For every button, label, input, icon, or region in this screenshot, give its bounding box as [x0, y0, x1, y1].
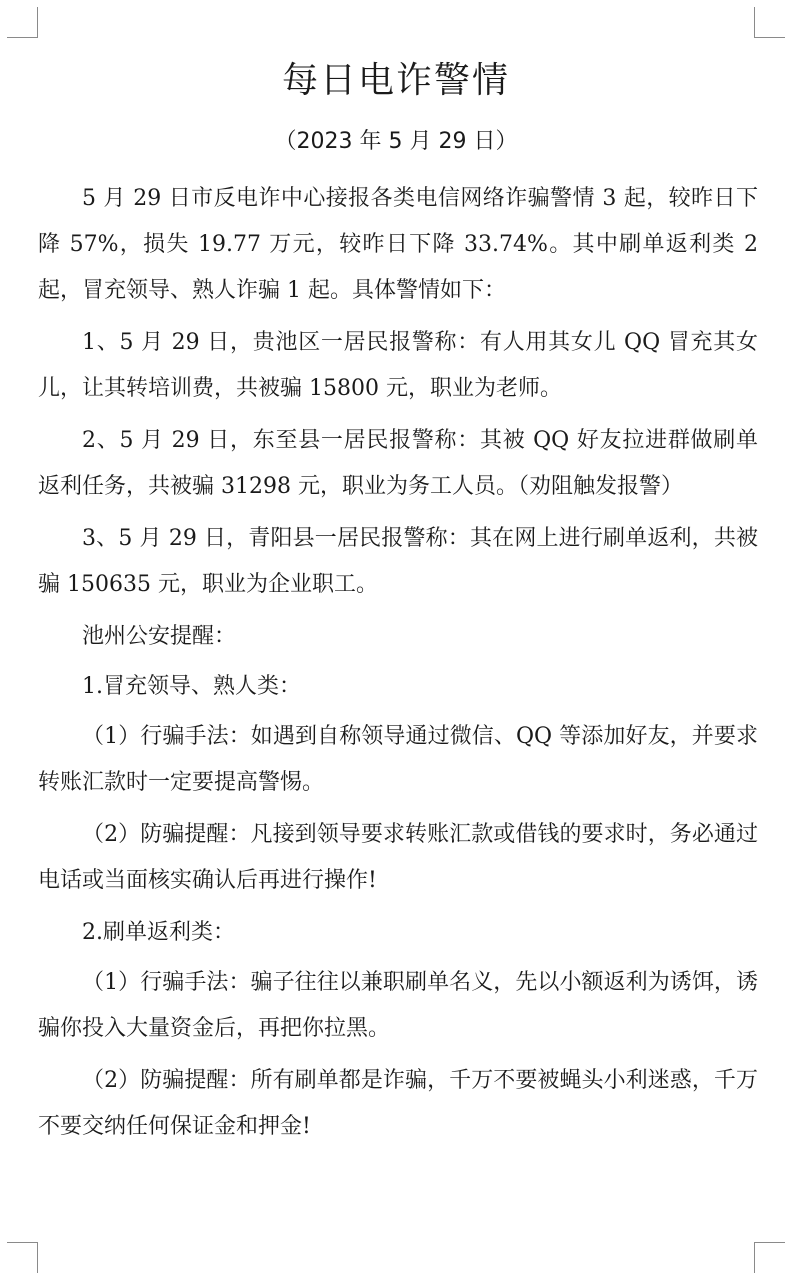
summary-paragraph: 5 月 29 日市反电诈中心接报各类电信网络诈骗警情 3 起，较昨日下降 57%，损失 19.77 万元，较昨日下降 33.74%。其中刷单返利类 2 起，冒充领导、熟人诈骗 1 起。具体警情如下：: [38, 186, 758, 303]
section2-heading: 2.刷单返利类：: [82, 920, 235, 945]
case-paragraph-1: 1、5 月 29 日，贵池区一居民报警称：有人用其女儿 QQ 冒充其女儿，让其转培训费，共被骗 15800 元，职业为老师。: [38, 330, 758, 401]
document-title: 每日电诈警情: [281, 60, 510, 101]
section1-heading: 1.冒充领导、熟人类：: [82, 674, 301, 699]
section1-method: （1）行骗手法：如遇到自称领导通过微信、QQ 等添加好友，并要求转账汇款时一定要提高警惕。: [38, 724, 758, 795]
crop-mark-bottom-left: [7, 1242, 38, 1273]
crop-mark-top-right: [754, 7, 785, 38]
section2-advice: （2）防骗提醒：所有刷单都是诈骗，千万不要被蝇头小利迷惑，千万不要交纳任何保证金和押金!: [38, 1068, 758, 1139]
case-paragraph-3: 3、5 月 29 日，青阳县一居民报警称：其在网上进行刷单返利，共被骗 150635 元，职业为企业职工。: [38, 526, 758, 597]
section1-advice: （2）防骗提醒：凡接到领导要求转账汇款或借钱的要求时，务必通过电话或当面核实确认后再进行操作!: [38, 822, 758, 893]
date-line: （2023 年 5 月 29 日）: [274, 129, 518, 154]
crop-mark-bottom-right: [754, 1242, 785, 1273]
document-body: [38, 176, 758, 1156]
crop-mark-top-left: [7, 7, 38, 38]
section2-method: （1）行骗手法：骗子往往以兼职刷单名义，先以小额返利为诱饵，诱骗你投入大量资金后，再把你拉黑。: [38, 970, 758, 1041]
case-paragraph-2: 2、5 月 29 日，东至县一居民报警称：其被 QQ 好友拉进群做刷单返利任务，共被骗 31298 元，职业为务工人员。（劝阻触发报警）: [38, 428, 758, 499]
reminder-heading: 池州公安提醒：: [82, 624, 237, 649]
